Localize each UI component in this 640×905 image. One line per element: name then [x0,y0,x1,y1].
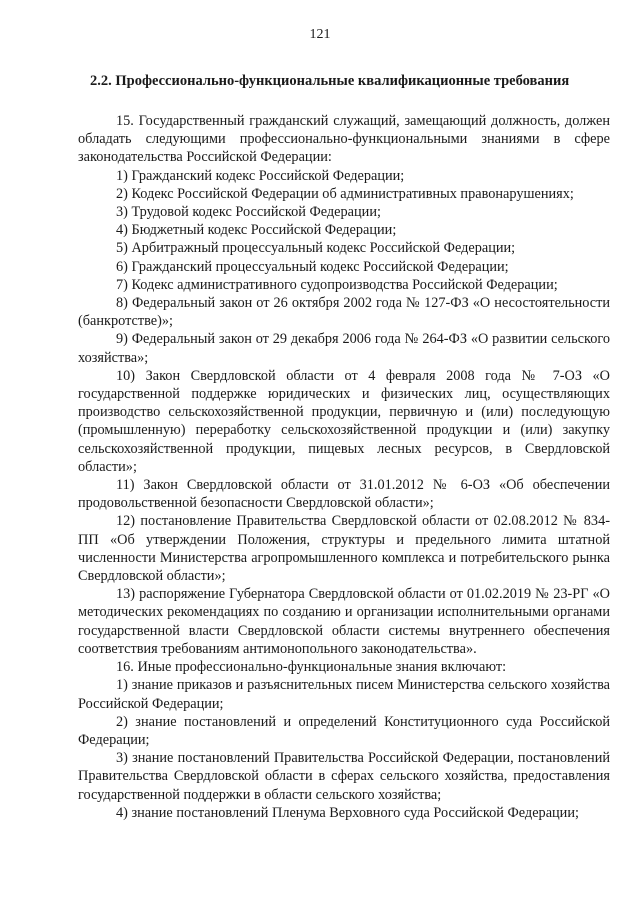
list-item: 2) Кодекс Российской Федерации об административных правонарушениях; [116,185,574,202]
list-item: 4) знание постановлений Пленума Верховного суда Российской Федерации; [116,804,579,821]
document-body [78,112,610,822]
paragraph-16: 16. Иные профессионально-функциональные знания включают: [116,659,507,676]
list-item: 8) Федеральный закон от 26 октября 2002 года № 127-ФЗ «О несостоятельности (банкротстве)»; [78,295,610,330]
list-item: 1) Гражданский кодекс Российской Федерации; [116,167,405,184]
list-item: 1) знание приказов и разъяснительных писем Министерства сельского хозяйства Российской Федерации; [78,677,610,712]
section-heading: 2.2. Профессионально-функциональные квалификационные требования [90,73,570,89]
page-number: 121 [309,27,331,42]
list-item: 3) Трудовой кодекс Российской Федерации; [116,204,381,221]
list-item: 4) Бюджетный кодекс Российской Федерации; [116,222,397,239]
list-item: 9) Федеральный закон от 29 декабря 2006 года № 264-ФЗ «О развитии сельского хозяйства»; [78,331,610,366]
list-item: 10) Закон Свердловской области от 4 февраля 2008 года № 7-ОЗ «О государственной поддержке юридических и физических лиц, осуществляющих производство сельскохозяйственной продукции, первичную и (или) последующую (промышленную) переработку сельскохозяйственной продукции и (или) закупку сельскохозяйственной продукции, пищевых лесных ресурсов, в Свердловской области»; [78,367,610,475]
list-item: 12) постановление Правительства Свердловской области от 02.08.2012 № 834-ПП «Об утверждении Положения, структуры и предельного лимита штатной численности Министерства агропромышленного комплекса и потребительского рынка Свердловской области»; [78,513,610,585]
list-item: 3) знание постановлений Правительства Российской Федерации, постановлений Правительства Свердловской области в сферах сельского хозяйства, предоставления государственной поддержки в области сельского хозяйства; [78,750,610,803]
list-item: 11) Закон Свердловской области от 31.01.2012 № 6-ОЗ «Об обеспечении продовольственной безопасности Свердловской области»; [78,477,610,512]
paragraph-15: 15. Государственный гражданский служащий, замещающий должность, должен обладать следующими профессионально-функциональными знаниями в сфере законодательства Российской Федерации: [78,113,610,166]
list-item: 6) Гражданский процессуальный кодекс Российской Федерации; [116,258,509,275]
list-item: 2) знание постановлений и определений Конституционного суда Российской Федерации; [78,713,610,748]
list-item: 7) Кодекс административного судопроизводства Российской Федерации; [116,276,558,293]
list-item: 13) распоряжение Губернатора Свердловской области от 01.02.2019 № 23-РГ «О методических рекомендациях по созданию и организации исполнительными органами государственной власти Свердловской области системы внутреннего обеспечения соответствия требованиям антимонопольного законодательства». [78,586,610,657]
list-item: 5) Арбитражный процессуальный кодекс Российской Федерации; [116,240,516,257]
